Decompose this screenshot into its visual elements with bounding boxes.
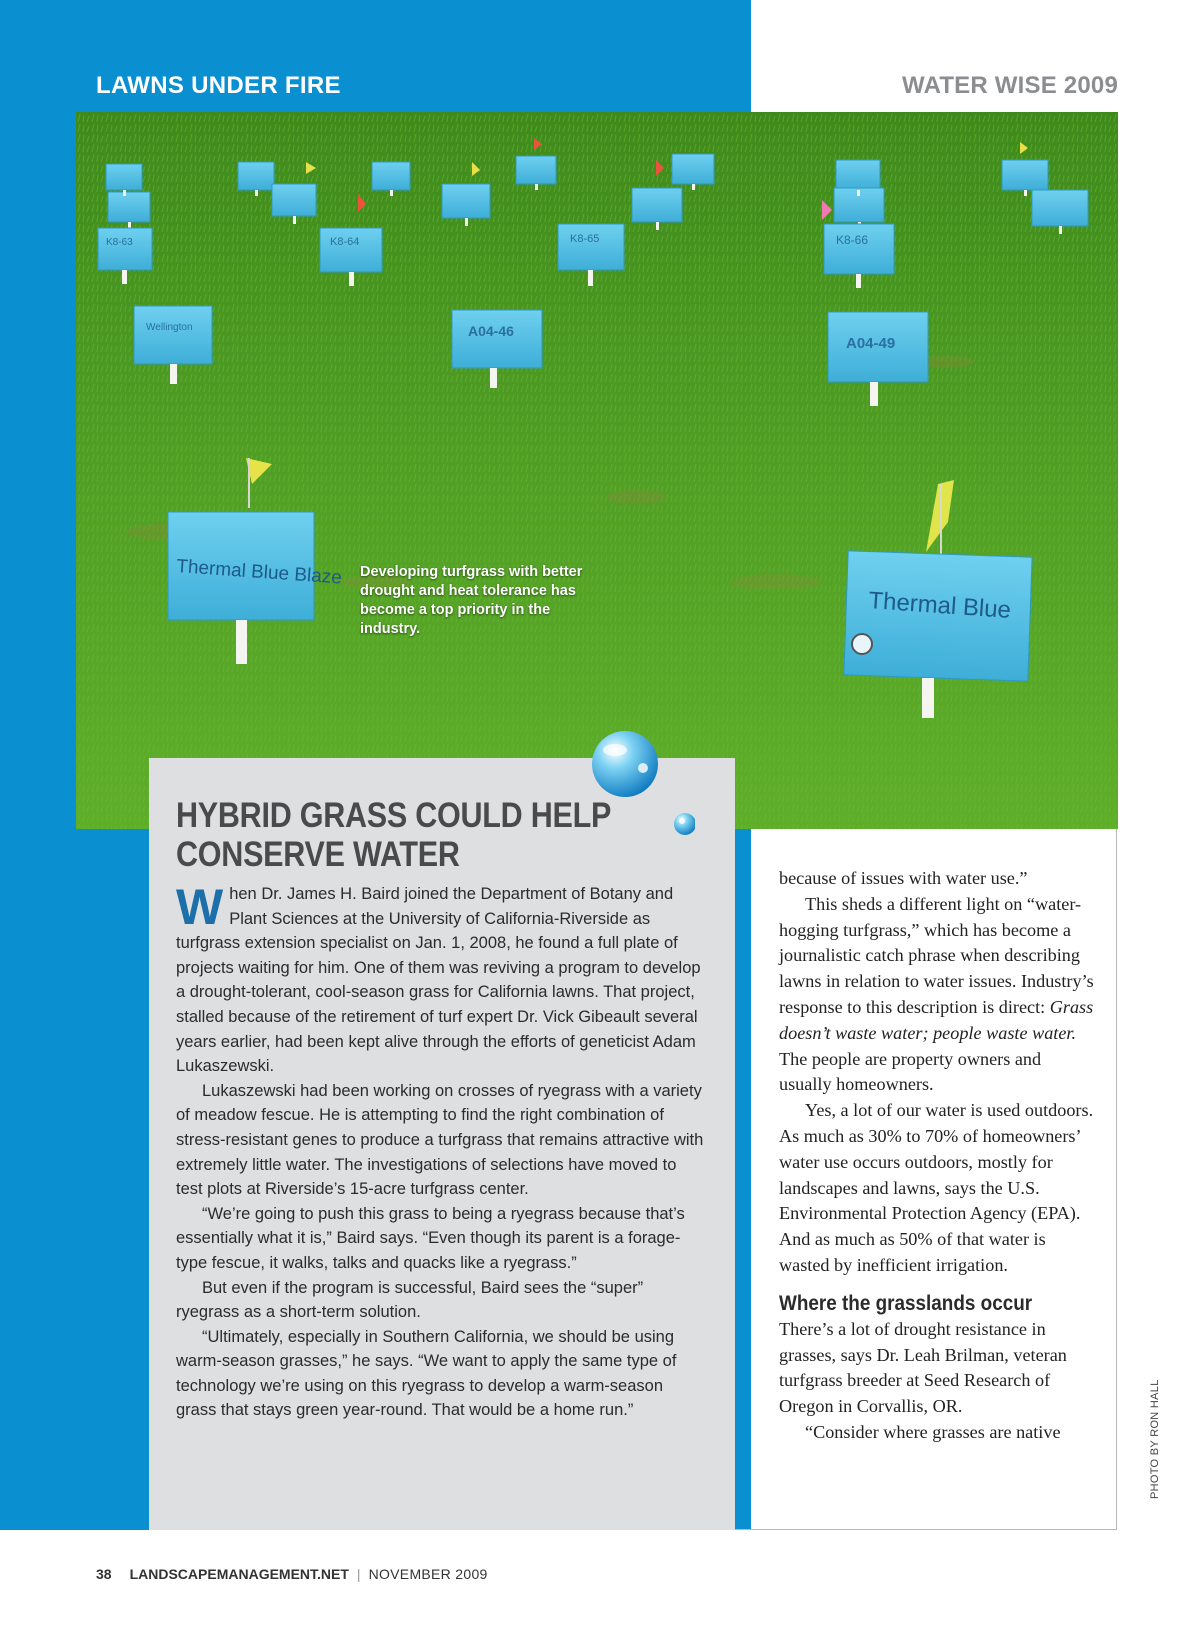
page-number: 38 bbox=[96, 1566, 112, 1582]
sign-label: Thermal Blue Blaze bbox=[175, 556, 343, 589]
paragraph: “Ultimately, especially in Southern California, we should be using warm-season grasses,” he says. “We want to apply the same type of technology we’re using on this ryegrass to develop a warm-season grass that stays green year-round. That would be a home run.” bbox=[176, 1327, 677, 1420]
series-label: WATER WISE 2009 bbox=[902, 72, 1118, 99]
paragraph: because of issues with water use.” bbox=[779, 868, 1028, 888]
paragraph bbox=[176, 879, 704, 1079]
issue-date: NOVEMBER 2009 bbox=[368, 1566, 488, 1582]
paragraph-text: The people are property owners and usually homeowners. bbox=[779, 1048, 1042, 1095]
article-headline: HYBRID GRASS COULD HELP CONSERVE WATER bbox=[176, 795, 611, 874]
sign-label: Thermal Blue bbox=[867, 587, 1012, 624]
emphasis-text: Grass doesn’t waste water; people waste water. bbox=[779, 996, 1094, 1043]
sign-label: K8-64 bbox=[330, 236, 360, 248]
paragraph: There’s a lot of drought resistance in grasses, says Dr. Leah Brilman, veteran turfgrass breeder at Seed Research of Oregon in Corvallis, OR. bbox=[779, 1318, 1067, 1417]
article-column-1 bbox=[176, 879, 704, 1423]
page-footer bbox=[96, 1566, 488, 1582]
drop-cap: W bbox=[176, 879, 224, 935]
paragraph: Yes, a lot of our water is used outdoors. As much as 30% to 70% of homeowners’ water use occurs outdoors, mostly for landscapes and lawns, says the U.S. Environmental Protection Agency (EPA). And as much as 50% of that water is wasted by inefficient irrigation. bbox=[779, 1100, 1094, 1275]
paragraph: Lukaszewski had been working on crosses of ryegrass with a variety of meadow fescue. He is attempting to find the right combination of stress-resistant genes to produce a turfgrass that remains attractive with extremely little water. The investigations of selections have moved to test plots at Riverside’s 15-acre turfgrass center. bbox=[176, 1081, 704, 1199]
sign-label: A04-49 bbox=[846, 335, 896, 352]
photo-caption: Developing turfgrass with better drought and heat tolerance has become a top priority in the industry. bbox=[360, 564, 583, 637]
sign-label: A04-46 bbox=[468, 323, 514, 339]
paragraph: “Consider where grasses are native bbox=[805, 1421, 1061, 1442]
paragraph bbox=[779, 892, 1097, 1098]
article-column-2 bbox=[779, 866, 1097, 1446]
frame-line bbox=[735, 1529, 1117, 1530]
frame-line bbox=[1116, 829, 1117, 1530]
paragraph-text: This sheds a different light on “water-hogging turfgrass,” which has become a journalistic catch phrase when describing lawns in relation to water issues. Industry’s response to this description is direct: bbox=[779, 893, 1094, 1017]
footer-separator: | bbox=[356, 1566, 361, 1582]
photo-credit: PHOTO BY RON HALL bbox=[1149, 1379, 1161, 1499]
section-label: LAWNS UNDER FIRE bbox=[96, 72, 341, 99]
sign-label: K8-66 bbox=[836, 233, 869, 247]
paragraph: But even if the program is successful, Baird sees the “super” ryegrass as a short-term solution. bbox=[176, 1278, 644, 1322]
sign-label: Wellington bbox=[146, 322, 193, 333]
left-blue-strip bbox=[0, 112, 76, 1530]
sign-label: K8-65 bbox=[570, 233, 600, 245]
sign-label: K8-63 bbox=[106, 237, 133, 248]
paragraph: “We’re going to push this grass to being a ryegrass because that’s essentially what it is,” Baird says. “Even though its parent is a forage-type fescue, it walks, talks and quacks like a ryegrass.” bbox=[176, 1204, 685, 1272]
subheading: Where the grasslands occur bbox=[779, 1291, 1033, 1315]
publication-link[interactable]: LANDSCAPEMANAGEMENT.NET bbox=[129, 1566, 349, 1582]
paragraph-text: hen Dr. James H. Baird joined the Department of Botany and Plant Sciences at the University of California-Riverside as turfgrass extension specialist on Jan. 1, 2008, he found a full plate of projects waiting for him. One of them was reviving a program to develop a drought-tolerant, cool-season grass for California lawns. That project, stalled because of the retirement of turf expert Dr. Vick Gibeault several years earlier, had been kept alive through the efforts of geneticist Adam Lukaszewski. bbox=[176, 885, 701, 1076]
turfgrass-photo bbox=[76, 112, 1118, 829]
